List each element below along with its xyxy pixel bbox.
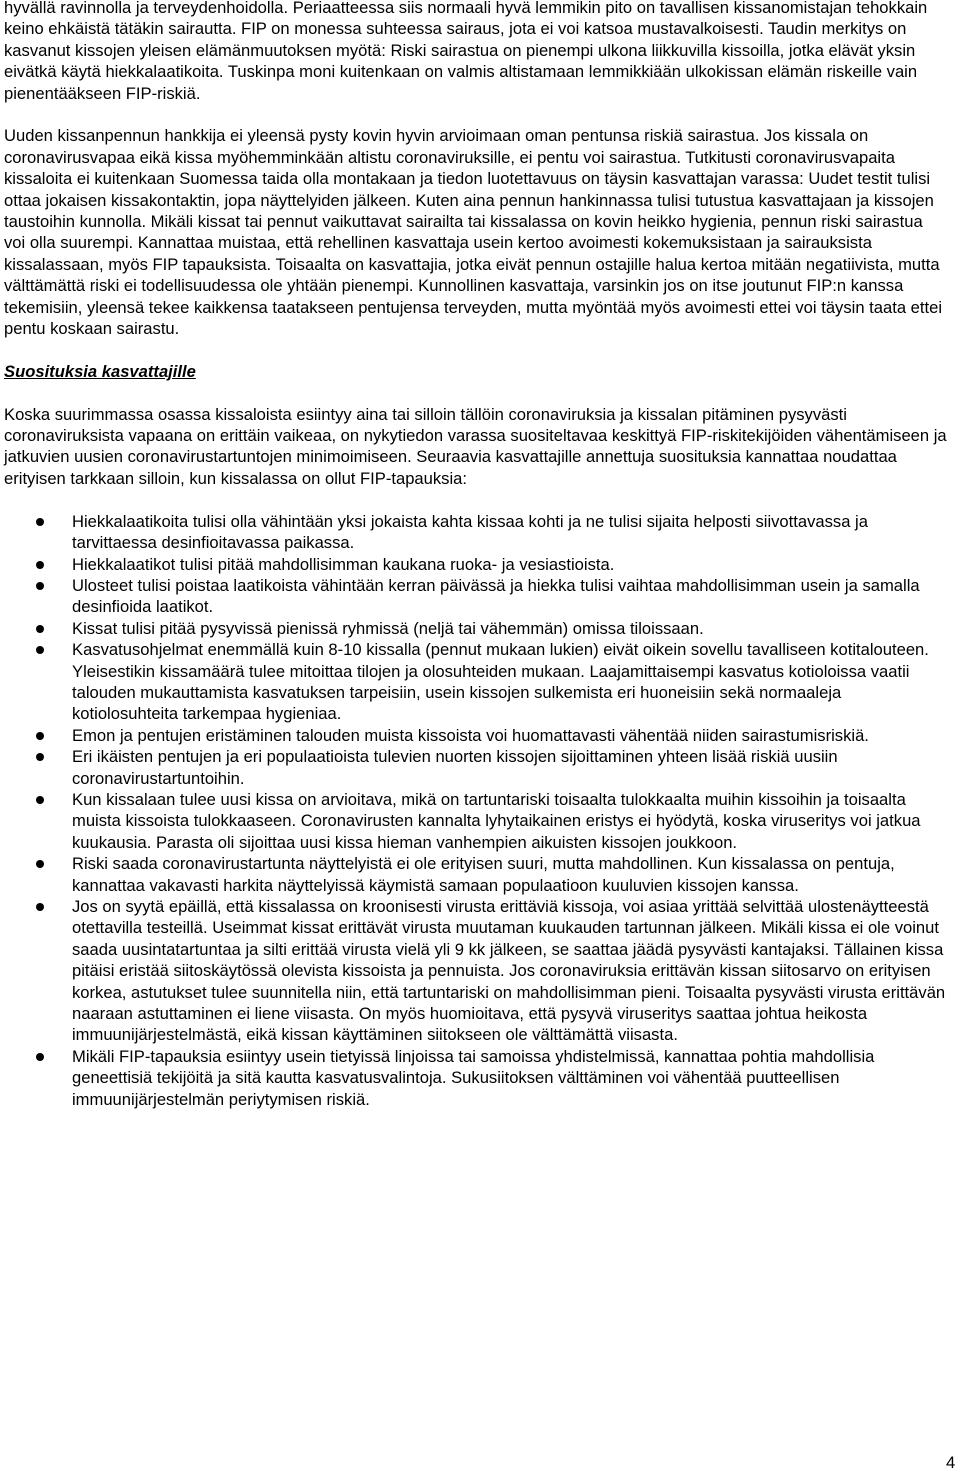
list-item: [4, 1046, 948, 1110]
list-item-text: Kissat tulisi pitää pysyvissä pienissä ryhmissä (neljä tai vähemmän) omissa tiloissaan.: [72, 618, 704, 638]
list-item: [4, 554, 948, 575]
body-paragraph: hyvällä ravinnolla ja terveydenhoidolla. Periaatteessa siis normaali hyvä lemmikin pito on tavallisen kissanomistajan tehokkain keino ehkäistä tätäkin sairautta. FIP on monessa suhteessa sairaus, jota ei voi katsoa mustavalkoisesti. Taudin merkitys on kasvanut kissojen yleisen elämänmuutoksen myötä: Riski sairastua on pienempi ulkona liikkuvilla kissoilla, jotka elävät yksin eivätkä käytä hiekkalaatikoita. Tuskinpa moni kuitenkaan on valmis altistamaan lemmikkiään ulkokissan elämän riskeille vain pienentääkseen FIP-riskiä.: [4, 0, 928, 103]
bullet-icon: [36, 903, 44, 911]
list-item-text: Emon ja pentujen eristäminen talouden muista kissoista voi huomattavasti vähentää niiden sairastumisriskiä.: [72, 725, 869, 745]
bullet-icon: [36, 518, 44, 526]
list-item: [4, 618, 948, 639]
recommendation-list: [4, 511, 948, 1110]
bullet-icon: [36, 753, 44, 761]
list-item: [4, 896, 948, 1046]
section-intro-paragraph: Koska suurimmassa osassa kissaloista esiintyy aina tai silloin tällöin coronaviruksia ja kissalan pitäminen pysyvästi coronaviruksista vapaana on erittäin vaikeaa, on nykytiedon varassa suositeltavaa keskittyä FIP-riskitekijöiden vähentämiseen ja jatkuvien uusien coronavirustartuntojen minimoimiseen. Seuraavia kasvattajille annettuja suosituksia kannattaa noudattaa erityisen tarkkaan silloin, kun kissalassa on ollut FIP-tapauksia:: [4, 404, 947, 488]
list-item: [4, 511, 948, 554]
list-item-text: Eri ikäisten pentujen ja eri populaatioista tulevien nuorten kissojen sijoittaminen yhteen lisää riskiä uusiin coronavirustartuntoihin.: [72, 747, 838, 788]
list-item-text: Riski saada coronavirustartunta näyttelyistä ei ole erityisen suuri, mutta mahdollinen. Kun kissalassa on pentuja, kannattaa vakavasti harkita näyttelyissä käymistä samaan populaatioon kuuluvien kissojen kanssa.: [72, 854, 895, 895]
list-item: [4, 789, 948, 853]
bullet-icon: [36, 732, 44, 740]
page-number: 4: [946, 1453, 956, 1472]
bullet-icon: [36, 796, 44, 804]
list-item-text: Kasvatusohjelmat enemmällä kuin 8-10 kissalla (pennut mukaan lukien) eivät oikein sovellu tavalliseen kotitalouteen. Yleisestikin kissamäärä tulee mitoittaa tilojen ja olosuhteiden mukaan. Laajamittaisempi kasvatus kotioloissa vaatii talouden mukauttamista kasvatuksen tarpeisiin, usein kissojen sulkemista eri huoneisiin sekä normaaleja kotiolosuhteita tarkempaa hygieniaa.: [72, 640, 929, 724]
list-item-text: Hiekkalaatikot tulisi pitää mahdollisimman kaukana ruoka- ja vesiastioista.: [72, 554, 615, 574]
bullet-icon: [36, 646, 44, 654]
bullet-icon: [36, 625, 44, 633]
list-item-text: Ulosteet tulisi poistaa laatikoista vähintään kerran päivässä ja hiekka tulisi vaihtaa mahdollisimman usein ja samalla desinfioida laatikot.: [72, 575, 920, 617]
list-item-text: Mikäli FIP-tapauksia esiintyy usein tietyissä linjoissa tai samoissa yhdistelmissä, kannattaa pohtia mahdollisia geneettisiä tekijöitä ja sitä kautta kasvatusvalintoja. Sukusiitoksen välttäminen voi vähentää puutteellisen immuunijärjestelmän periytymisen riskiä.: [72, 1046, 875, 1109]
bullet-icon: [36, 561, 44, 569]
bullet-icon: [36, 1053, 44, 1061]
section-heading: Suosituksia kasvattajille: [4, 361, 196, 381]
list-item-text: Kun kissalaan tulee uusi kissa on arvioitava, mikä on tartuntariski toisaalta tulokkaalta muihin kissoihin ja toisaalta muista kissoista tulokkaaseen. Coronavirusten kannalta lyhytaikainen eristys ei hyödytä, koska viruseritys voi jatkua kuukausia. Parasta oli sijoittaa uusi kissa hieman vanhempien aikuisten kissojen joukkoon.: [72, 789, 921, 852]
list-item: [4, 746, 948, 789]
list-item-text: Hiekkalaatikoita tulisi olla vähintään yksi jokaista kahta kissaa kohti ja ne tulisi sijaita helposti siivottavassa ja tarvittaessa desinfioitavassa paikassa.: [72, 511, 868, 553]
list-item: [4, 575, 948, 618]
list-item: [4, 639, 948, 725]
document-page: [4, 0, 948, 1110]
bullet-icon: [36, 860, 44, 868]
list-item: [4, 853, 948, 896]
body-paragraph: Uuden kissanpennun hankkija ei yleensä pysty kovin hyvin arvioimaan oman pentunsa riskiä sairastua. Jos kissala on coronavirusvapaa eikä kissa myöhemminkään altistu coronaviruksille, ei pentu voi sairastua. Tutkitusti coronavirusvapaita kissaloita ei kuitenkaan Suomessa taida olla montakaan ja tiedon luotettavuus on täysin kasvattajan varassa: Uudet testit tulisi ottaa jokaisen kissakontaktin, jopa näyttelyiden jälkeen. Kuten aina pennun hankinnassa tulisi tutustua kasvattajaan ja kissojen taustoihin kunnolla. Mikäli kissat tai pennut vaikuttavat sairailta tai kissalassa on kovin heikko hygienia, pennun riski sairastua voi olla suurempi. Kannattaa muistaa, että rehellinen kasvattaja usein kertoo avoimesti kokemuksistaan ja sairauksista kissalassaan, myös FIP tapauksista. Toisaalta on kasvattajia, jotka eivät pennun ostajille halua kertoa mitään negatiivista, mutta välttämättä riski ei todellisuudessa ole yhtään pienempi. Kunnollinen kasvattaja, varsinkin jos on itse joutunut FIP:n kanssa tekemisiin, yleensä tekee kaikkensa taatakseen pentujensa terveyden, mutta myöntää myös avoimesti ettei voi täysin taata ettei pentu koskaan sairastu.: [4, 126, 943, 339]
bullet-icon: [36, 582, 44, 590]
list-item-text: Jos on syytä epäillä, että kissalassa on kroonisesti virusta erittäviä kissoja, voi asiaa yrittää selvittää ulostenäytteestä otettavilla testeillä. Useimmat kissat erittävät virusta muutaman kuukauden tartunnan jälkeen. Mikäli kissa ei ole voinut saada uusintatartuntaa ja silti erittää virusta vielä yli 9 kk jälkeen, se saattaa jäädä pysyvästi kantajaksi. Tällainen kissa pitäisi eristää siitoskäytössä olevista kissoista ja pennuista. Jos coronaviruksia erittävän kissan siitosarvo on erityisen korkea, astutukset tulee suunnitella niin, että tartuntariski on mahdollisimman pieni. Toisaalta pysyvästi virusta erittävän naaraan astuttaminen ei liene viisasta. On myös huomioitava, että pysyvä viruseritys saattaa johtua heikosta immuunijärjestelmästä, eikä kissan käyttäminen siitokseen ole välttämättä viisasta.: [72, 897, 946, 1045]
list-item: [4, 725, 948, 746]
